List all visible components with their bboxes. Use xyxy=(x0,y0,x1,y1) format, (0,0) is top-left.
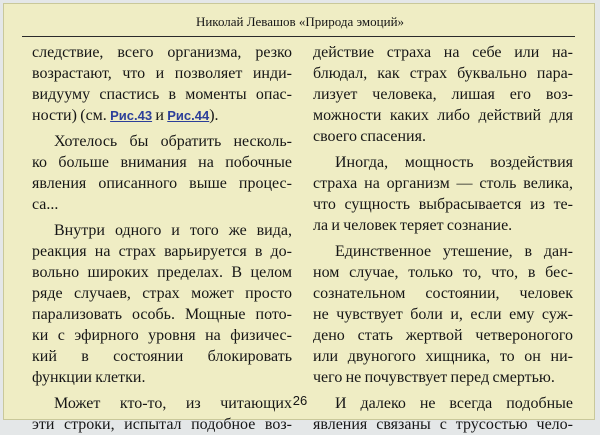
right-column xyxy=(313,42,573,435)
text-line: парализовать особь. Мощные пото- xyxy=(32,306,292,323)
text-line: лизует человека, лишая его воз- xyxy=(313,86,573,103)
text-line: ном случае, только то, что, в бес- xyxy=(313,264,573,281)
text-line: следствие, всего организма, резко xyxy=(32,44,292,61)
text-line: дено стать жертвой четвероногого xyxy=(313,327,573,344)
text-line: ки с эфирного уровня на физичес- xyxy=(32,327,292,344)
paragraph xyxy=(313,42,573,147)
text-line: ко больше внимания на побочные xyxy=(32,154,292,171)
text-line: страха на организм — столь велика, xyxy=(313,175,573,192)
text-line: реакция на страх варьируется в до- xyxy=(32,243,292,260)
text-line: вольно широких пределах. В целом xyxy=(32,264,292,281)
header-rule xyxy=(22,36,575,37)
text-line: возрастают, что и позволяет инди- xyxy=(32,65,292,82)
text-line: или двуногого хищника, то он ни- xyxy=(313,348,573,365)
paragraph xyxy=(32,131,292,215)
paragraph xyxy=(32,220,292,388)
book-page xyxy=(3,3,595,433)
running-header: Николай Левашов «Природа эмоций» xyxy=(195,14,405,29)
page-number: 26 xyxy=(292,393,308,408)
paragraph xyxy=(313,241,573,388)
left-column xyxy=(32,42,292,435)
text-fragment: ). xyxy=(209,107,219,124)
text-line: сознательном состоянии, человек xyxy=(313,285,573,302)
figure-link-44[interactable]: Рис.44 xyxy=(167,108,210,123)
text-line: эти строки, испытал подобное воз- xyxy=(32,416,292,433)
text-line: действие страха на себе или на- xyxy=(313,44,573,61)
paragraph xyxy=(313,152,573,236)
text-line-with-figure-refs xyxy=(32,105,292,126)
text-line: не чувствует боли и, если ему суж- xyxy=(313,306,573,323)
text-line: Внутри одного и того же вида, xyxy=(54,222,292,239)
text-line: Единственное утешение, в дан- xyxy=(335,243,573,260)
paragraph xyxy=(32,42,292,126)
text-line: явления описанного выше процес- xyxy=(32,175,292,192)
text-line: что сущность выбрасывается из те- xyxy=(313,196,573,213)
text-line: ряде случаев, страх может просто xyxy=(32,285,292,302)
text-fragment: ности) (см. xyxy=(32,107,111,124)
text-line: блюдал, как страх буквально пара- xyxy=(313,65,573,82)
text-line: можности каких либо действий для xyxy=(313,107,573,124)
text-line: Хотелось бы обратить несколь- xyxy=(54,133,292,150)
text-line: ла и человек теряет сознание. xyxy=(313,217,513,234)
text-line: Может кто-то, из читающих xyxy=(54,395,292,412)
text-fragment: и xyxy=(152,107,168,124)
text-line: Иногда, мощность воздействия xyxy=(335,154,573,171)
text-line: кий в состоянии блокировать xyxy=(32,348,292,365)
text-line: И далеко не всегда подобные xyxy=(335,395,573,412)
text-line: са... xyxy=(32,196,59,213)
figure-link-43[interactable]: Рис.43 xyxy=(110,108,153,123)
text-line: явления связаны с трусостью чело- xyxy=(313,416,573,433)
text-line: видууму спастись в моменты опас- xyxy=(32,86,292,103)
text-line: чего не почувствует перед смертью. xyxy=(313,369,555,386)
text-line: своего спасения. xyxy=(313,128,426,145)
text-line: функции клетки. xyxy=(32,369,146,386)
